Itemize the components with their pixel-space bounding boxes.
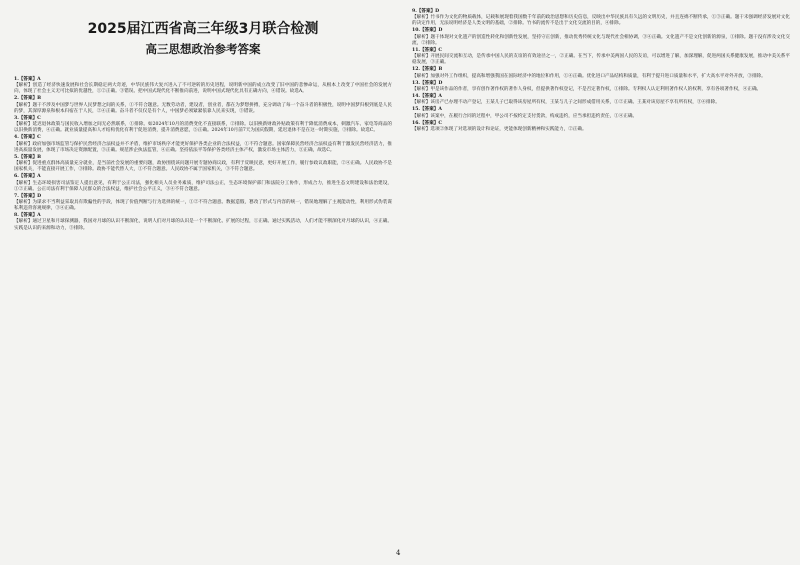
left-column bbox=[14, 8, 392, 233]
answer-label: 【答案】A bbox=[18, 213, 41, 219]
answer-label: 【答案】B bbox=[420, 67, 443, 73]
answer-explanation: 【解析】促进重点群体高质量充分就业，是当前社会发展的重要问题，政协围绕该问题开展专题协商议政，有利于反映民意，更好开展工作，履行参政议政职能，②④正确。人民政协不是国家机关，不能直接开展工作，③排除。政协不能代替人大，①不符合题意。人民政协不属于国家机关，③不符合题意。 bbox=[14, 161, 392, 173]
question-number: 3. bbox=[14, 115, 19, 121]
answer-label: 【答案】D bbox=[416, 9, 440, 14]
answer-explanation: 【解析】甲是该作品的作者，享有创作著作权的著作人身权，但提供著作权登记，不是否定著作权，①排除。专利权人认定利用著作权人的权利，享有各项著作权，④正确。 bbox=[412, 86, 762, 92]
answer-block bbox=[412, 107, 790, 119]
question-number: 14. bbox=[412, 94, 420, 100]
answer-explanation: 【解析】加强对外工作组织，提高和增强我国在国际经济中的地位和作用，①④正确。优化进口产品结构和质量，有利于提升进口质量和水平，扩大高水平对外开放，③排除。 bbox=[412, 73, 766, 79]
right-column bbox=[412, 8, 790, 134]
answer-label: 【答案】D bbox=[420, 28, 443, 34]
answer-block bbox=[14, 194, 392, 212]
answer-label: 【答案】C bbox=[18, 115, 41, 121]
answer-label: 【答案】A bbox=[420, 107, 442, 113]
answer-label: 【答案】A bbox=[420, 94, 442, 100]
answer-list-left bbox=[14, 77, 392, 232]
answer-block bbox=[14, 77, 392, 95]
question-number: 9. bbox=[412, 9, 417, 14]
answer-block bbox=[412, 48, 790, 66]
answer-label: 【答案】A bbox=[18, 174, 41, 180]
answer-explanation: 【解析】生态环境损害司法鉴定人提出意见，有利于公正司法，强化相关人员业务素质，维护司法公正，生态环境保护部门和法院分工协作，形成合力，推进生态文明建设和法治建设，①②正确。公正司法有利于保障人民群众的合法权益，维护社会公平正义，③④不符合题意。 bbox=[14, 180, 392, 192]
question-number: 6. bbox=[14, 174, 19, 180]
question-number: 15. bbox=[412, 107, 420, 113]
answer-explanation: 【解析】该案中，在履行合同的过程中，甲公司不按约定支付货款，构成违约，应当承担违约责任，①④正确。 bbox=[412, 113, 638, 119]
answer-block bbox=[14, 155, 392, 173]
answer-explanation: 【解析】通过卫星和月球探测器，我国对月球的认识不断深化，说明人们对月球的认识是一个不断深化、扩展的过程，①正确。通过实践活动，人们才能不断深化对月球的认识，④正确。实践是认识的来源和动力，③排除。 bbox=[14, 219, 392, 231]
answer-block bbox=[14, 135, 392, 153]
answer-label: 【答案】B bbox=[18, 154, 42, 160]
question-number: 7. bbox=[14, 193, 19, 199]
answer-label: 【答案】D bbox=[18, 193, 42, 199]
answer-label: 【答案】C bbox=[420, 47, 443, 53]
answer-block bbox=[14, 174, 392, 192]
question-number: 11. bbox=[412, 47, 420, 53]
answer-block bbox=[412, 9, 790, 27]
question-number: 8. bbox=[14, 213, 19, 219]
answer-explanation: 【解析】政府加强市场监管与保护民营经济合法权益并不矛盾，维护市场秩序才能更好保护各类企业的合法权益，①不符合题意。国家保障民营经济合法权益有利于激发民营经济活力，推进高质量发展，体现了市场决定资源配置，③正确。规范涉企执法监管，④正确。坚持依法平等保护各类经济主体产权，激发市场主体活力，⑤正确，故选C。 bbox=[14, 141, 392, 153]
answer-block bbox=[412, 81, 790, 93]
answer-label: 【答案】B bbox=[18, 96, 42, 102]
answer-block bbox=[14, 213, 392, 231]
question-number: 1. bbox=[14, 77, 19, 82]
question-number: 16. bbox=[412, 120, 420, 126]
question-number: 12. bbox=[412, 67, 420, 73]
answer-label: 【答案】D bbox=[420, 80, 443, 86]
question-number: 10. bbox=[412, 28, 420, 34]
answer-explanation: 【解析】创造了经济快速发展和社会长期稳定两大奇迹，中华民族伟大复兴进入了不可逆转的历史进程，说明新中国的成立改变了旧中国的悲惨命运，从根本上改变了中国社会的发展方向，体现了社会主义无可比拟的优越性，①②正确。③错误。把中国式现代化不断推向前进，说明中国式现代化具有正确方向，④错误。故选A。 bbox=[14, 83, 392, 95]
answer-label: 【答案】A bbox=[18, 77, 41, 82]
answer-explanation: 【解析】题干不涉及中国梦与世界人民梦想之间的关系，①不符合题意。无数劳动者，建设者，创业者，都在为梦想拼搏，充分调动了每一个奋斗者的积极性，说明中国梦归根到底是人民的梦，其深厚源泉和根本归宿在于人民，②④正确。奋斗者不仅仅是有个人，中国梦必须紧紧依靠人民来实现，③错误。 bbox=[14, 102, 392, 114]
answer-block bbox=[412, 67, 790, 79]
question-number: 13. bbox=[412, 80, 420, 86]
answer-label: 【答案】C bbox=[420, 120, 443, 126]
answer-explanation: 【解析】该房产已办理不动产登记，王某儿子已取得该房屋所有权，王某与儿子之间形成借用关系，①②正确。王某对该房屋不享有所有权，③④排除。 bbox=[412, 100, 720, 106]
answer-block bbox=[412, 28, 790, 46]
page-subtitle: 高三思想政治参考答案 bbox=[145, 42, 261, 56]
answer-block bbox=[412, 94, 790, 106]
page-number: 4 bbox=[396, 549, 401, 557]
answer-explanation: 【解析】选项②体现了对选项的设计和论证，更能体现创新精神和实践能力，②正确。 bbox=[412, 126, 587, 132]
answer-explanation: 【解析】竹书作为文化的物质载体，记载和展现着我国数千年前的政治思想和历史信息，反映出中华民族具有久远的文明历史，并且连绵不断传承，①③正确。题干未强调经济发展对文化的决定作用，无法说明经济是人类文明的基础，②排除。竹书的流传不是出于文化交流的目的，④排除。 bbox=[412, 15, 790, 27]
answer-block bbox=[14, 96, 392, 114]
question-number: 4. bbox=[14, 135, 19, 141]
answer-explanation: 【解析】延迟退休政策与国民收入增加之间无必然联系，①排除。如2024年10月的消费变化不直接联系，②排除。以旧换新财政补贴政策有利于降低消费成本，刺激汽车、家电等商品的以旧换新消费，④正确。就业质量提高和人才结构优化有利于促进消费，提升消费意愿，⑤正确。2024年10月前7天为国庆假期，延迟退休不是在这一时期实施，③排除。故选C。 bbox=[14, 122, 392, 134]
answer-block bbox=[14, 116, 392, 134]
answer-explanation: 【解析】为谋求不当利益采取具有欺骗性的手段，体现了价值判断与行为选择的统一，①②不符合题意。数据造假，篡改了形式与内容的统一，错误地理解了主观能动性，利用形式伪装谋私利违背客观规律，③④正确。 bbox=[14, 199, 392, 212]
answer-explanation: 【解析】题干体现对文化遗产的创造性转化和创新性发展，坚持守正创新，推动优秀传统文化与现代社会相协调，③④正确。文化遗产不是文化创新的源泉，①排除。题干没有涉及文化交流，②排除。 bbox=[412, 34, 790, 46]
question-number: 5. bbox=[14, 154, 19, 160]
question-number: 2. bbox=[14, 96, 19, 102]
answer-list-right bbox=[412, 9, 790, 133]
answer-explanation: 【解析】开展民间交流和互动，是传承中国人民的友谊的有效途径之一，②正确。在当下，传承中美两国人民的友谊，可以增进了解，加深理解，促进两国关系健康发展，推动中美关系平稳发展，③正确。 bbox=[412, 54, 790, 66]
answer-label: 【答案】C bbox=[18, 135, 41, 141]
page-title: 2025届江西省高三年级3月联合检测 bbox=[87, 21, 319, 37]
answer-block bbox=[412, 121, 790, 133]
